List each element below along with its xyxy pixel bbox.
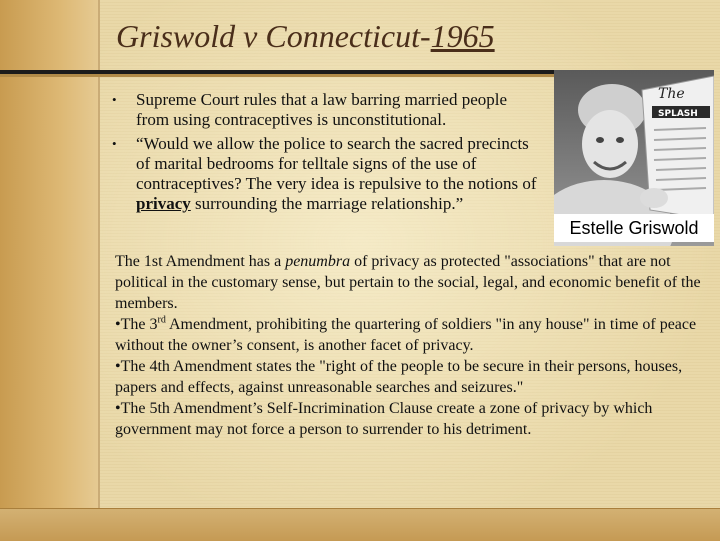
title-year: 1965 [430,18,495,54]
title-divider [0,70,560,77]
privacy-emphasis: privacy [136,194,191,213]
ordinal-suffix: rd [157,314,166,326]
fifth-amendment-paragraph: •The 5th Amendment’s Self-Incrimination Clause create a zone of privacy by which government may not force a person to surrender to his detriment. [115,400,653,438]
first-amendment-text-end: of privacy as protected "associations" that are not political in the customary sense, but pertain to the social, legal, and economic benefit of the members. [115,253,701,312]
slide-title [116,18,495,55]
bullet-list [112,90,537,218]
bullet-item-ruling [112,90,537,130]
fourth-amendment-paragraph: •The 4th Amendment states the "right of the people to be secure in their persons, houses, papers and effects, against unreasonable searches and seizures." [115,358,683,396]
bottom-decorative-band [0,508,720,541]
bullet-icon: • [112,92,117,107]
bullet-icon: • [112,136,117,151]
third-amendment-paragraph [115,314,717,356]
newspaper-headline: The [658,86,685,102]
quote-text-end: surrounding the marriage relationship.” [190,194,464,213]
quote-text-start: “Would we allow the police to search the sacred precincts of marital bedrooms for telltale signs of the use of contraceptives? The very idea is repulsive to the notions of [136,134,537,193]
title-text: Griswold v Connecticut- [116,18,431,54]
first-amendment-text: The 1st Amendment has a [115,253,286,270]
first-amendment-paragraph [115,251,717,314]
third-amendment-text-end: Amendment, prohibiting the quartering of soldiers "in any house" in time of peace without the owner’s consent, is another facet of privacy. [115,316,697,354]
bullet-item-quote [112,134,537,214]
bullet-text-ruling: Supreme Court rules that a law barring married people from using contraceptives is unconstitutional. [136,90,508,129]
newspaper-banner: SPLASH [658,109,698,119]
photo-caption: Estelle Griswold [554,214,714,242]
penumbra-term: penumbra [285,253,351,270]
amendments-text [115,251,717,440]
left-decorative-band [0,0,100,540]
third-amendment-text: •The 3 [115,316,158,333]
